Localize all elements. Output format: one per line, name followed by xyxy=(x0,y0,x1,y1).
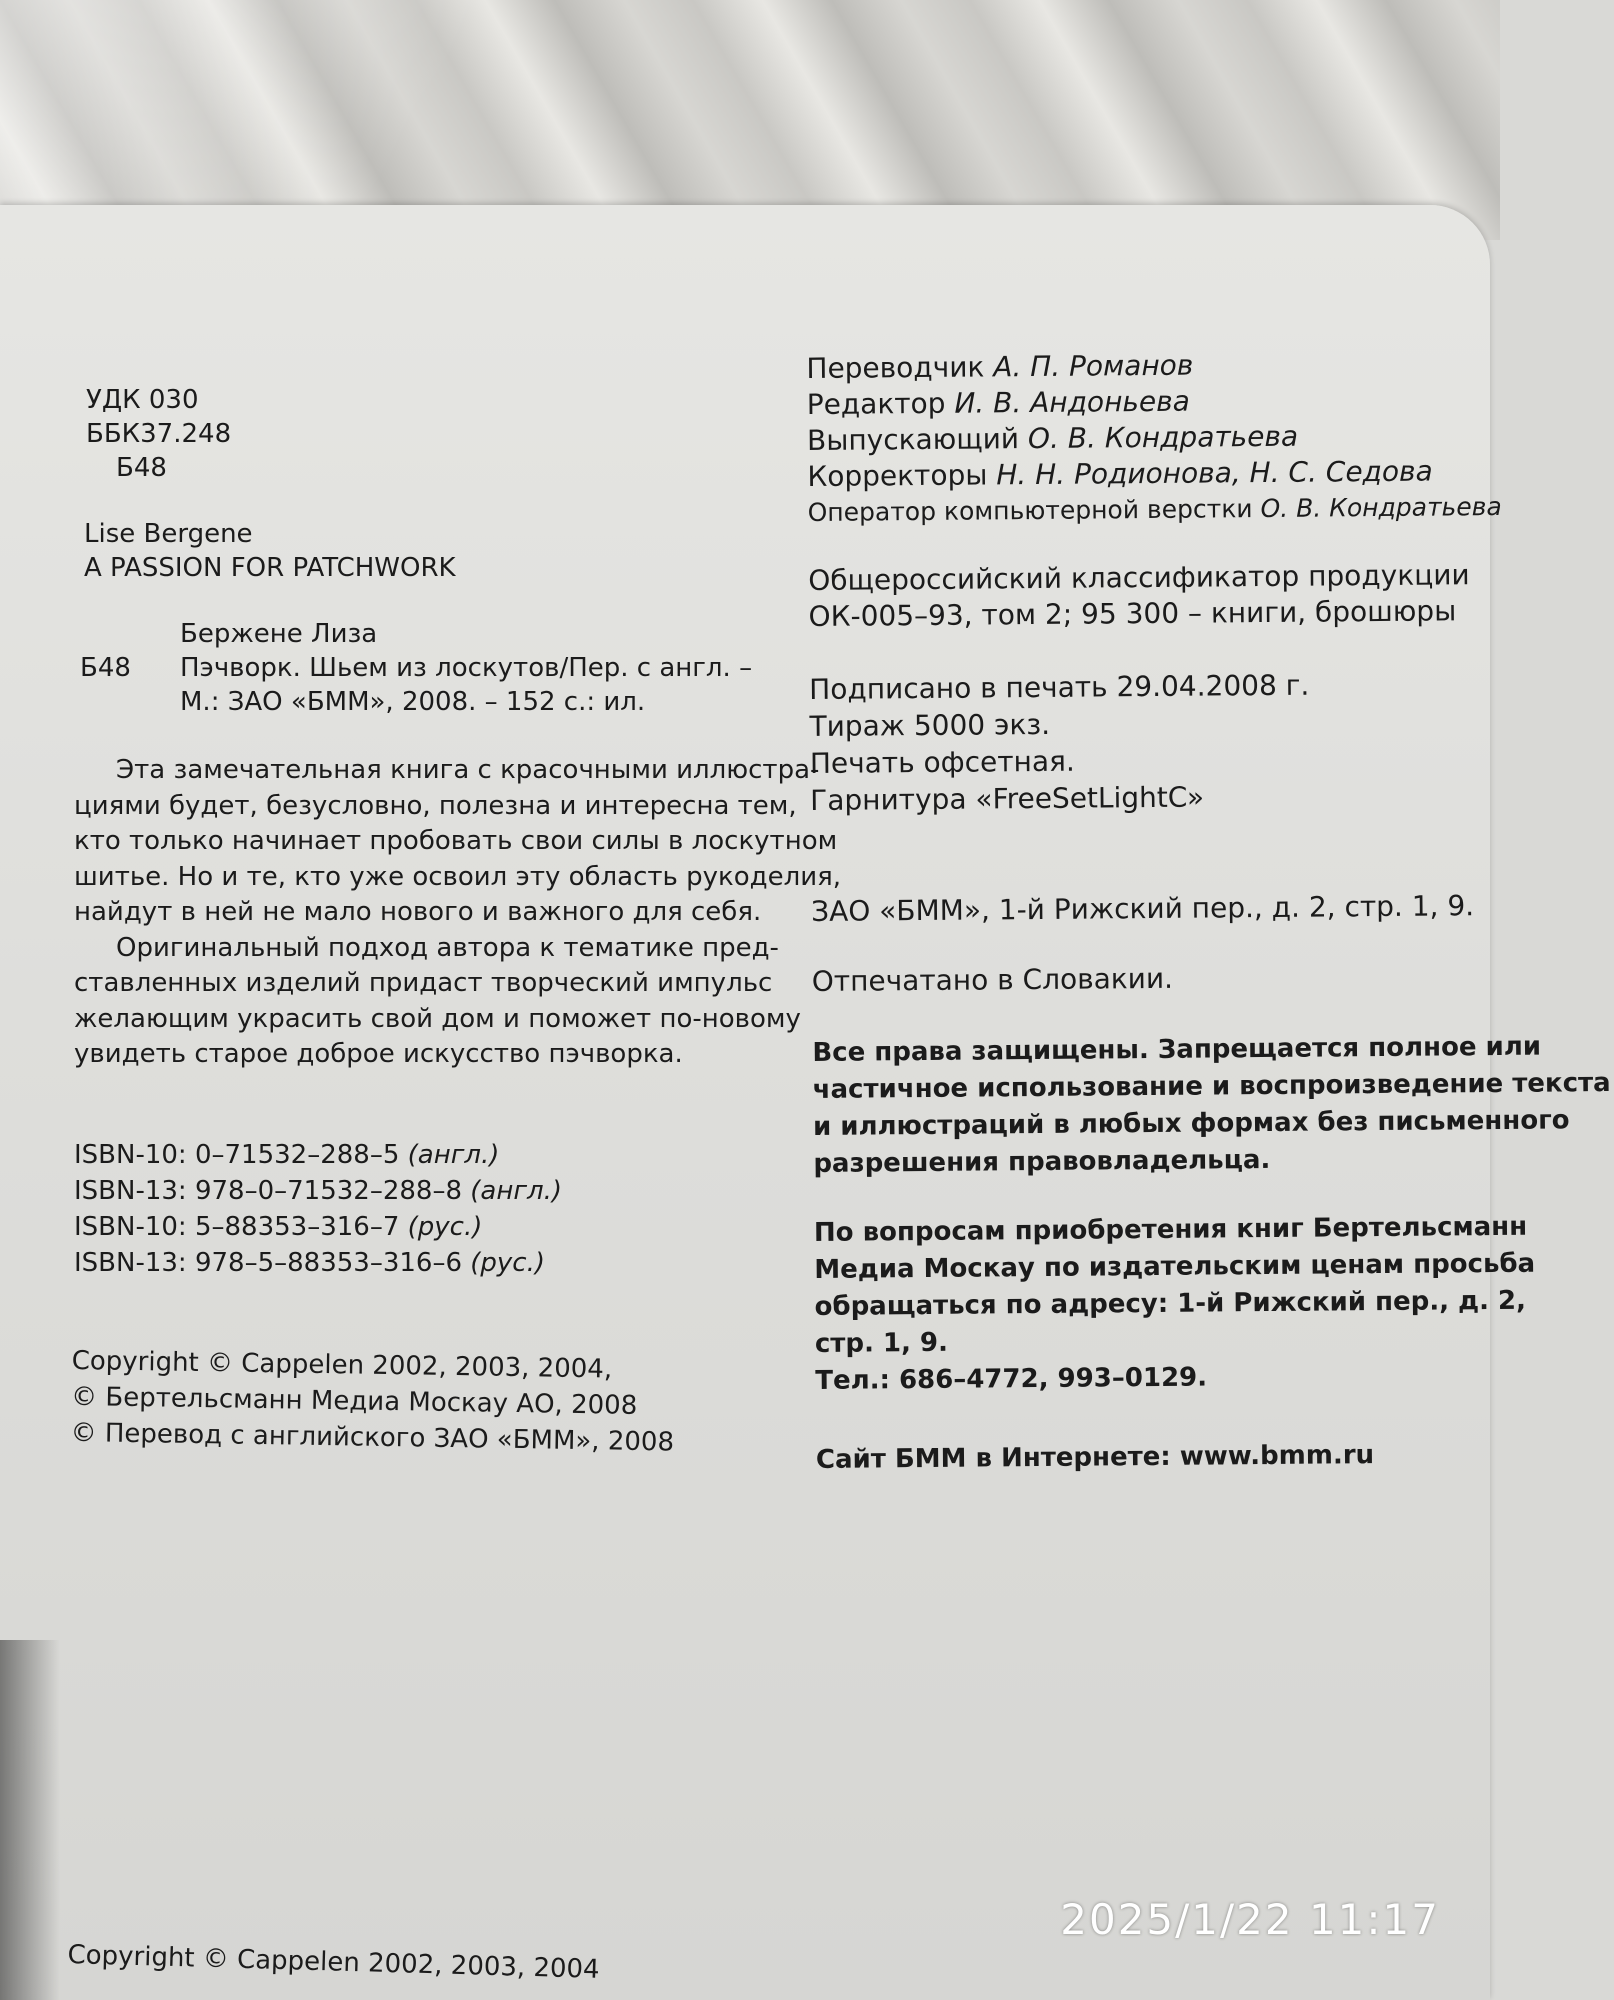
original-author: Lise Bergene xyxy=(84,519,253,549)
purchase-line: обращаться по адресу: 1-й Рижский пер., д. 2, xyxy=(814,1285,1527,1322)
credit-row xyxy=(808,489,1502,531)
print-info-block xyxy=(809,667,1310,819)
author-code: Б48 xyxy=(116,453,167,483)
isbn-row xyxy=(74,1137,562,1173)
credit-role: Оператор компьютерной верстки xyxy=(807,494,1253,527)
credit-name: О. В. Кондратьева xyxy=(1027,419,1299,456)
copyright-line: © Бертельсманн Медиа Москау АО, 2008 xyxy=(70,1381,638,1421)
citation-author: Бержене Лиза xyxy=(180,619,378,649)
isbn-number: ISBN-10: 5–88353–316–7 xyxy=(74,1212,400,1242)
credit-name: И. В. Андоньева xyxy=(954,384,1190,420)
purchase-phone: Тел.: 686–4772, 993–0129. xyxy=(815,1362,1208,1396)
citation-title: Пэчворк. Шьем из лоскутов xyxy=(180,653,560,683)
citation-title-line xyxy=(80,651,752,685)
publisher-address: ЗАО «БММ», 1-й Рижский пер., д. 2, стр. 1, 9. xyxy=(811,889,1475,928)
citation-imprint: М.: ЗАО «БММ», 2008. – 152 с.: ил. xyxy=(180,687,646,717)
purchase-line: Медиа Москау по издательским ценам просьба xyxy=(814,1248,1536,1285)
citation-code: Б48 xyxy=(80,653,131,683)
rights-line: частичное использование и воспроизведение текста xyxy=(812,1068,1611,1105)
credit-row xyxy=(806,345,1500,387)
purchase-line: стр. 1, 9. xyxy=(814,1327,949,1359)
original-title-block xyxy=(84,517,456,585)
rights-notice xyxy=(812,1028,1611,1183)
print-info-line: Подписано в печать 29.04.2008 г. xyxy=(809,668,1310,706)
purchase-line: По вопросам приобретения книг Бертельсманн xyxy=(813,1211,1528,1248)
copyright-line: © Перевод с английского ЗАО «БММ», 2008 xyxy=(70,1417,675,1458)
original-title: A PASSION FOR PATCHWORK xyxy=(84,553,456,583)
credit-role: Редактор xyxy=(806,386,946,421)
classifier-line: Общероссийский классификатор продукции xyxy=(808,558,1470,597)
citation-details: /Пер. с англ. – xyxy=(559,653,753,683)
bottom-copyright: Copyright © Cappelen 2002, 2003, 2004 xyxy=(67,1940,600,1985)
isbn-row xyxy=(74,1209,562,1245)
citation-block xyxy=(80,617,752,719)
book-page xyxy=(0,205,1611,2000)
annotation xyxy=(74,753,842,1073)
print-info-line: Гарнитура «FreeSetLightC» xyxy=(810,780,1205,817)
credit-row xyxy=(807,453,1501,495)
annotation-line: увидеть старое доброе искусство пэчворка. xyxy=(74,1039,683,1069)
credit-name: А. П. Романов xyxy=(993,348,1194,384)
copyright-block xyxy=(70,1343,675,1460)
annotation-line: шитье. Но и те, кто уже освоил эту область рукоделия, xyxy=(74,861,842,892)
finger-shadow xyxy=(0,1640,60,2000)
photo-timestamp: 2025/1/22 11:17 xyxy=(1060,1895,1440,1944)
annotation-line: ставленных изделий придаст творческий импульс xyxy=(74,968,773,998)
isbn-language: (англ.) xyxy=(470,1176,563,1206)
copyright-line: Copyright © Cappelen 2002, 2003, 2004, xyxy=(71,1345,613,1385)
classifier-line: ОК-005–93, том 2; 95 300 – книги, брошюры xyxy=(808,594,1457,633)
rights-line: разрешения правовладельца. xyxy=(813,1144,1271,1179)
isbn-language: (рус.) xyxy=(470,1248,546,1278)
background-cloth xyxy=(0,0,1500,240)
isbn-number: ISBN-13: 978–0–71532–288–8 xyxy=(74,1176,462,1206)
isbn-language: (рус.) xyxy=(407,1212,483,1242)
purchase-info xyxy=(814,1209,1536,1400)
bbk-line: ББК37.248 xyxy=(86,419,232,449)
classifier-block xyxy=(808,557,1470,635)
print-info-line: Тираж 5000 экз. xyxy=(809,707,1051,743)
annotation-line: кто только начинает пробовать свои силы в лоскутном xyxy=(74,826,838,856)
credit-row xyxy=(807,381,1501,423)
udk-block xyxy=(86,383,231,485)
isbn-row xyxy=(74,1245,562,1281)
isbn-number: ISBN-10: 0–71532–288–5 xyxy=(74,1140,400,1170)
website-line: Сайт БММ в Интернете: www.bmm.ru xyxy=(815,1440,1375,1475)
credit-role: Выпускающий xyxy=(806,422,1020,457)
credits-list xyxy=(806,345,1502,531)
rights-line: и иллюстраций в любых формах без письменного xyxy=(812,1105,1570,1142)
annotation-line: желающим украсить свой дом и поможет по-новому xyxy=(74,1003,801,1034)
udk-line: УДК 030 xyxy=(86,385,199,415)
printed-in: Отпечатано в Словакии. xyxy=(811,961,1174,998)
annotation-line: найдут в ней не мало нового и важного для себя. xyxy=(74,897,762,927)
credit-role: Корректоры xyxy=(807,458,988,493)
annotation-line: Оригинальный подход автора к тематике пред- xyxy=(116,932,779,963)
annotation-line: циями будет, безусловно, полезна и интересна тем, xyxy=(74,790,797,821)
isbn-number: ISBN-13: 978–5–88353–316–6 xyxy=(74,1248,462,1278)
rights-line: Все права защищены. Запрещается полное или xyxy=(812,1031,1542,1068)
credit-name: Н. Н. Родионова, Н. С. Седова xyxy=(996,454,1433,492)
print-info-line: Печать офсетная. xyxy=(809,744,1075,780)
isbn-list xyxy=(74,1137,562,1281)
credit-role: Переводчик xyxy=(806,350,985,385)
isbn-row xyxy=(74,1173,562,1209)
credit-name: О. В. Кондратьева xyxy=(1260,491,1502,524)
isbn-language: (англ.) xyxy=(407,1140,500,1170)
credit-row xyxy=(807,417,1501,459)
annotation-line: Эта замечательная книга с красочными иллюстра- xyxy=(116,755,820,785)
